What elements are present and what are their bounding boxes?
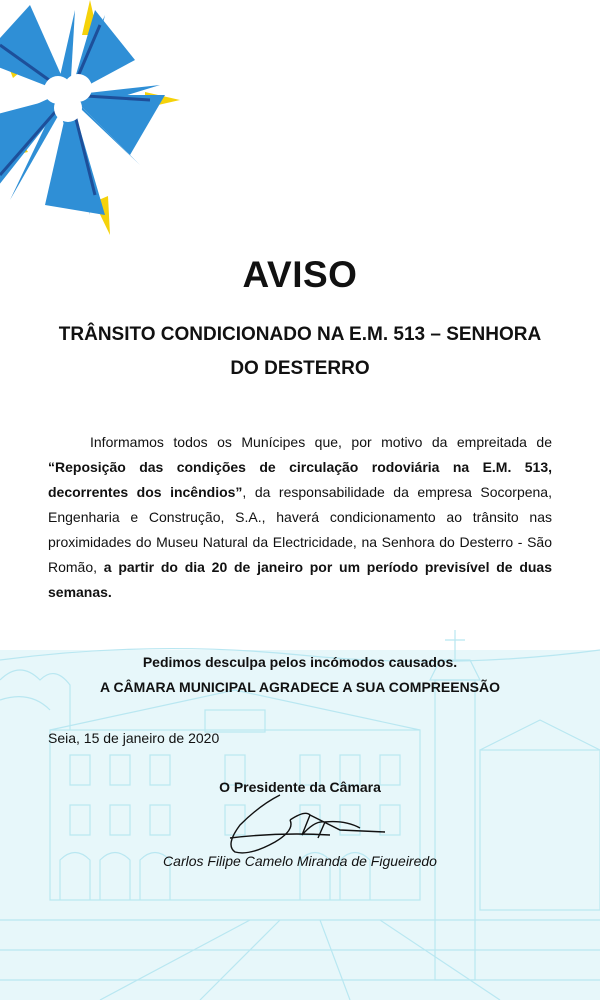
flower-logo-icon [0, 0, 200, 260]
dateline: Seia, 15 de janeiro de 2020 [48, 730, 220, 746]
body-period: a partir do dia 20 de janeiro por um período previsível de duas semanas. [48, 559, 552, 600]
signatory-name: Carlos Filipe Camelo Miranda de Figueiredo [163, 853, 437, 869]
body-details: , da responsabilidade da empresa Socorpena, Engenharia e Construção, S.A., haverá condicionamento ao trânsito nas proximidades do Museu Natural da Electricidade, na Senhora do Desterro - São Romão, [48, 484, 552, 575]
notice-subtitle: TRÂNSITO CONDICIONADO NA E.M. 513 – SENHORA DO DESTERRO [58, 324, 542, 379]
body-project-name: “Reposição das condições de circulação rodoviária na E.M. 513, decorrentes dos incêndios” [48, 459, 552, 500]
body-intro: Informamos todos os Munícipes que, por motivo da empreitada de [90, 434, 552, 450]
notice-body [48, 430, 552, 605]
handwritten-signature [220, 790, 400, 860]
notice-title: AVISO [242, 254, 358, 295]
apology-line: Pedimos desculpa pelos incómodos causados. [142, 654, 458, 670]
thanks-line: A CÂMARA MUNICIPAL AGRADECE A SUA COMPREENSÃO [99, 679, 501, 695]
signatory-role: O Presidente da Câmara [219, 779, 381, 795]
